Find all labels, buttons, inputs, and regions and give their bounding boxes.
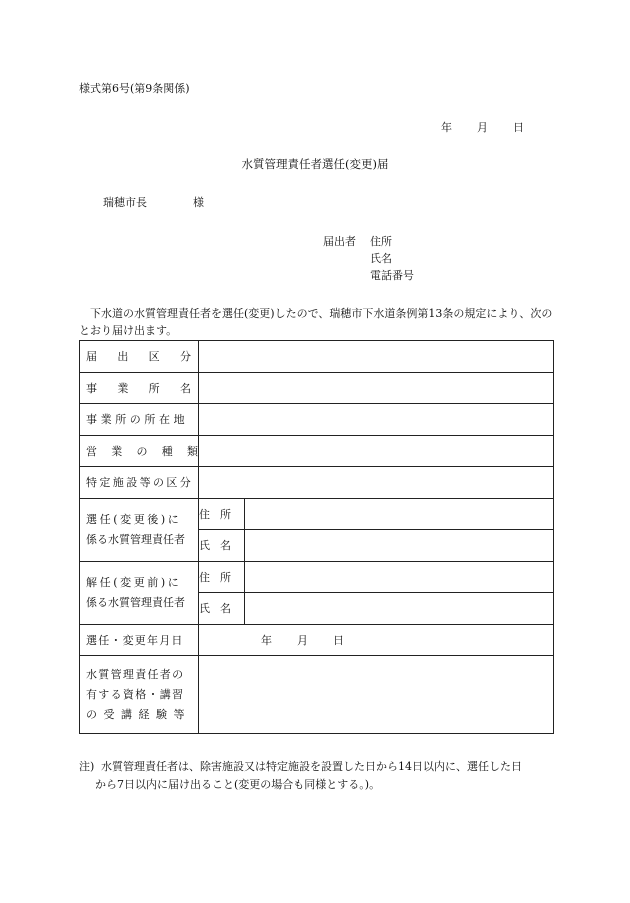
field-dismissed-address[interactable] — [245, 561, 554, 593]
applicant-block — [323, 233, 414, 284]
table-row — [80, 624, 554, 656]
table-row — [80, 467, 554, 499]
applicant-label: 届出者 — [323, 235, 356, 248]
table-row — [80, 561, 554, 593]
label-dismissed-name: 氏 名 — [199, 593, 245, 625]
submission-date — [441, 119, 524, 135]
note-line2: から7日以内に届け出ること(変更の場合も同様とする。)。 — [95, 778, 381, 791]
field-business-type[interactable] — [199, 435, 554, 467]
label-dismissed-address: 住 所 — [199, 561, 245, 593]
form-code: 様式第6号(第9条関係) — [79, 82, 190, 95]
field-facility-category[interactable] — [199, 467, 554, 499]
field-appointment-date[interactable] — [199, 624, 554, 656]
addressee — [103, 194, 204, 210]
field-qualifications[interactable] — [199, 656, 554, 734]
label-dismissed-manager: 解任(変更前)に 係る水質管理責任者 — [80, 561, 199, 624]
date-month-unit: 月 — [297, 633, 308, 647]
field-business-location[interactable] — [199, 404, 554, 436]
field-appointed-name[interactable] — [245, 530, 554, 562]
applicant-name-label: 氏名 — [370, 252, 392, 265]
label-business-name: 事 業 所 名 — [80, 372, 199, 404]
date-year-label: 年 — [441, 121, 452, 134]
note — [79, 758, 522, 794]
label-business-location-text: 事業所の所在地 — [86, 413, 189, 427]
label-appointment-date: 選任・変更年月日 — [80, 624, 199, 656]
form-table — [79, 340, 554, 734]
field-notification-type[interactable] — [199, 341, 554, 373]
table-row — [80, 656, 554, 734]
table-row — [80, 498, 554, 530]
label-notification-type: 届 出 区 分 — [80, 341, 199, 373]
label-appointed-name: 氏 名 — [199, 530, 245, 562]
document-title: 水質管理責任者選任(変更)届 — [241, 157, 389, 171]
date-day-label: 日 — [513, 121, 524, 134]
applicant-address-label: 住所 — [370, 235, 392, 248]
table-row — [80, 341, 554, 373]
note-label: 注) — [79, 760, 95, 773]
field-appointed-address[interactable] — [245, 498, 554, 530]
field-dismissed-name[interactable] — [245, 593, 554, 625]
table-row — [80, 435, 554, 467]
addressee-name: 瑞穂市長 — [103, 196, 147, 209]
date-day-unit: 日 — [333, 633, 344, 647]
date-year-unit: 年 — [261, 633, 272, 647]
label-appointed-manager: 選任(変更後)に 係る水質管理責任者 — [80, 498, 199, 561]
label-facility-category: 特定施設等の区分 — [80, 467, 199, 499]
note-line1: 水質管理責任者は、除害施設又は特定施設を設置した日から14日以内に、選任した日 — [101, 760, 522, 773]
label-business-type: 営 業 の 種 類 — [80, 435, 199, 467]
date-month-label: 月 — [477, 121, 488, 134]
label-appointed-address: 住 所 — [199, 498, 245, 530]
body-text: 下水道の水質管理責任者を選任(変更)したので、瑞穂市下水道条例第13条の規定により、次のとおり届け出ます。 — [79, 307, 553, 337]
table-row — [80, 404, 554, 436]
addressee-honorific: 様 — [193, 196, 204, 209]
table-row — [80, 372, 554, 404]
label-business-location — [80, 404, 199, 436]
label-qualifications: 水質管理責任者の 有する資格・講習 の受講経験等 — [80, 656, 199, 734]
field-business-name[interactable] — [199, 372, 554, 404]
applicant-phone-label: 電話番号 — [370, 269, 414, 282]
